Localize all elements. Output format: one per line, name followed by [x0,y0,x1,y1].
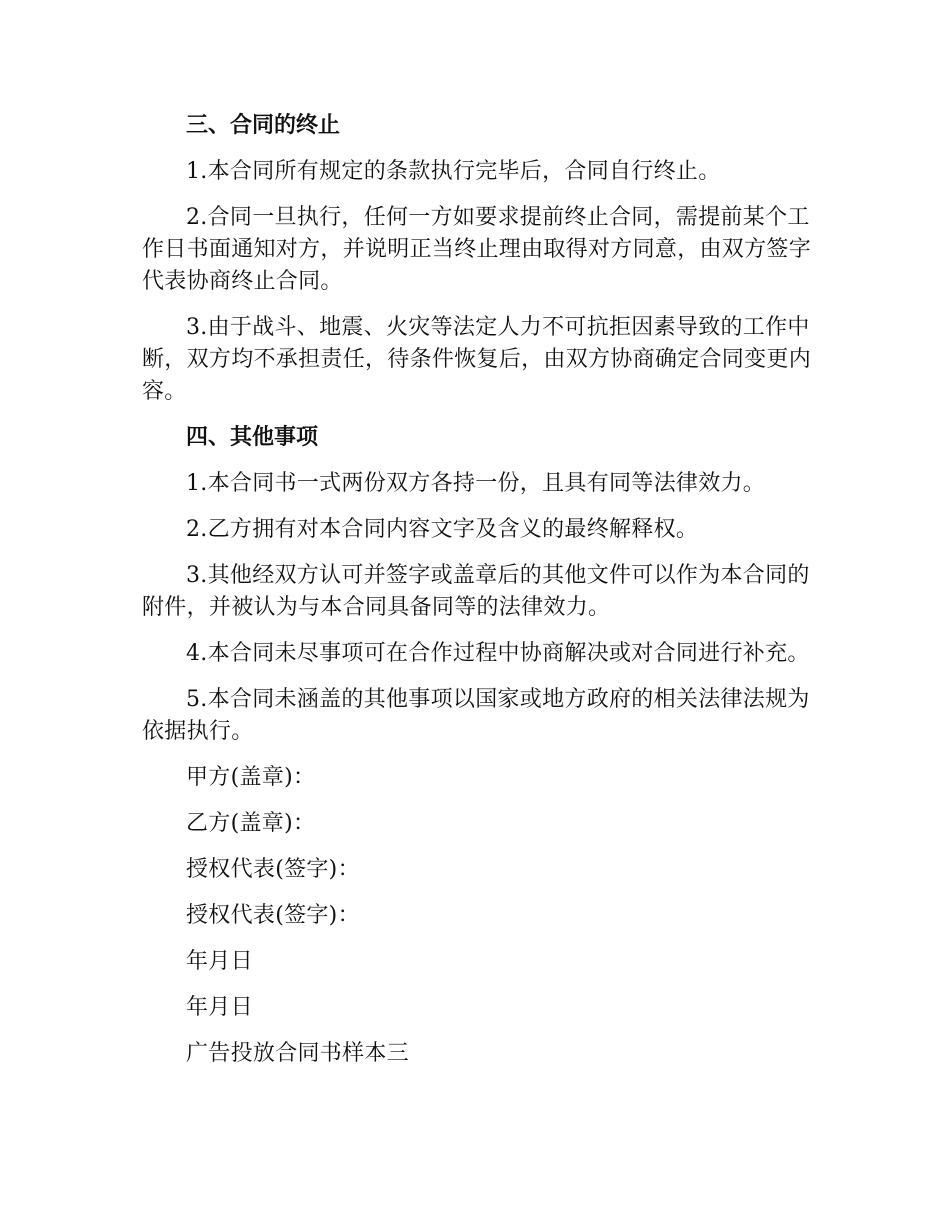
representative-b-signature-line: 授权代表(签字)： [186,903,360,928]
termination-clause-1: 1.本合同所有规定的条款执行完毕后，合同自行终止。 [186,159,721,184]
other-clause-1: 1.本合同书一式两份双方各持一份，且具有同等法律效力。 [186,471,766,496]
other-clause-5: 5.本合同未涵盖的其他事项以国家或地方政府的相关法律法规为依据执行。 [142,687,810,744]
other-clause-4: 4.本合同未尽事项可在合作过程中协商解决或对合同进行补充。 [186,641,810,666]
termination-clause-3: 3.由于战斗、地震、火灾等法定人力不可抗拒因素导致的工作中断，双方均不承担责任，待条件恢复后，由双方协商确定合同变更内容。 [142,315,812,404]
party-b-seal-line: 乙方(盖章)： [186,811,316,836]
document-page [142,110,822,1084]
date-line-b: 年月日 [186,995,253,1020]
other-clause-2: 2.乙方拥有对本合同内容文字及含义的最终解释权。 [186,517,699,542]
date-line-a: 年月日 [186,949,253,974]
representative-a-signature-line: 授权代表(签字)： [186,857,360,882]
other-clause-3: 3.其他经双方认可并签字或盖章后的其他文件可以作为本合同的附件，并被认为与本合同具备同等的法律效力。 [142,563,810,620]
next-document-title: 广告投放合同书样本三 [186,1041,410,1066]
party-a-seal-line: 甲方(盖章)： [186,765,316,790]
section-heading-termination: 三、合同的终止 [186,113,341,138]
section-heading-other-matters: 四、其他事项 [186,425,319,450]
termination-clause-2: 2.合同一旦执行，任何一方如要求提前终止合同，需提前某个工作日书面通知对方，并说明正当终止理由取得对方同意，由双方签字代表协商终止合同。 [142,205,812,294]
